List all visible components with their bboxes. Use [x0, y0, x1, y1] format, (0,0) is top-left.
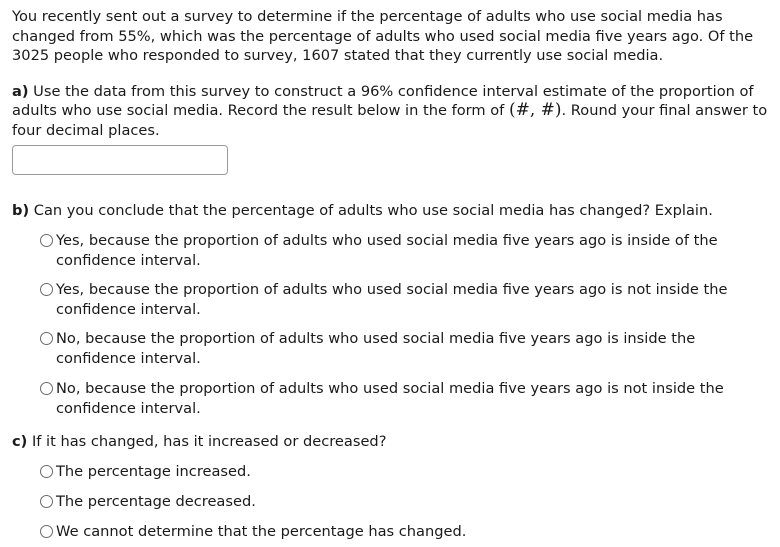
- part-a-format: (#, #): [508, 100, 562, 120]
- radio-button[interactable]: [40, 332, 53, 345]
- question-page: [12, 7, 772, 540]
- part-c-option-3[interactable]: [40, 522, 770, 542]
- part-a-text-after: . Round your final answer to four decimal places.: [12, 102, 768, 139]
- radio-button[interactable]: [40, 495, 53, 508]
- part-b-option-4[interactable]: [40, 379, 770, 418]
- part-a-text-before: Use the data from this survey to construct a 96% confidence interval estimate of the proportion of adults who use social media. Record the result below in the form of: [12, 82, 754, 119]
- problem-statement: You recently sent out a survey to determine if the percentage of adults who use social media has changed from 55%, which was the percentage of adults who used social media five years ago. Of the 3025 people who responded to survey, 1607 stated that they currently use social media.: [12, 8, 754, 64]
- part-c-label: c): [12, 433, 28, 450]
- option-label: Yes, because the proportion of adults who used social media five years ago is not inside the confidence interval.: [56, 281, 728, 318]
- part-c-option-2[interactable]: [40, 492, 770, 512]
- part-b-prompt: [12, 201, 713, 221]
- radio-button[interactable]: [40, 465, 53, 478]
- part-b-option-1[interactable]: [40, 231, 770, 270]
- option-label: The percentage increased.: [56, 463, 251, 480]
- part-b-label: b): [12, 202, 30, 219]
- part-b-text: Can you conclude that the percentage of adults who use social media has changed? Explain.: [29, 202, 713, 219]
- option-label: No, because the proportion of adults who used social media five years ago is not inside the confidence interval.: [56, 380, 724, 417]
- radio-button[interactable]: [40, 525, 53, 538]
- part-c-option-1[interactable]: [40, 462, 770, 482]
- part-a-prompt: [12, 82, 772, 141]
- option-label: Yes, because the proportion of adults who used social media five years ago is inside of the confidence interval.: [56, 232, 718, 269]
- option-label: We cannot determine that the percentage has changed.: [56, 523, 467, 540]
- part-c-text: If it has changed, has it increased or decreased?: [27, 433, 387, 450]
- option-label: The percentage decreased.: [56, 493, 256, 510]
- radio-button[interactable]: [40, 234, 53, 247]
- option-label: No, because the proportion of adults who used social media five years ago is inside the confidence interval.: [56, 330, 696, 367]
- radio-button[interactable]: [40, 283, 53, 296]
- radio-button[interactable]: [40, 382, 53, 395]
- part-a-label: a): [12, 82, 29, 100]
- confidence-interval-input[interactable]: [12, 145, 228, 175]
- part-b-option-2[interactable]: [40, 280, 770, 319]
- part-b-option-3[interactable]: [40, 329, 770, 368]
- part-c-prompt: [12, 432, 386, 452]
